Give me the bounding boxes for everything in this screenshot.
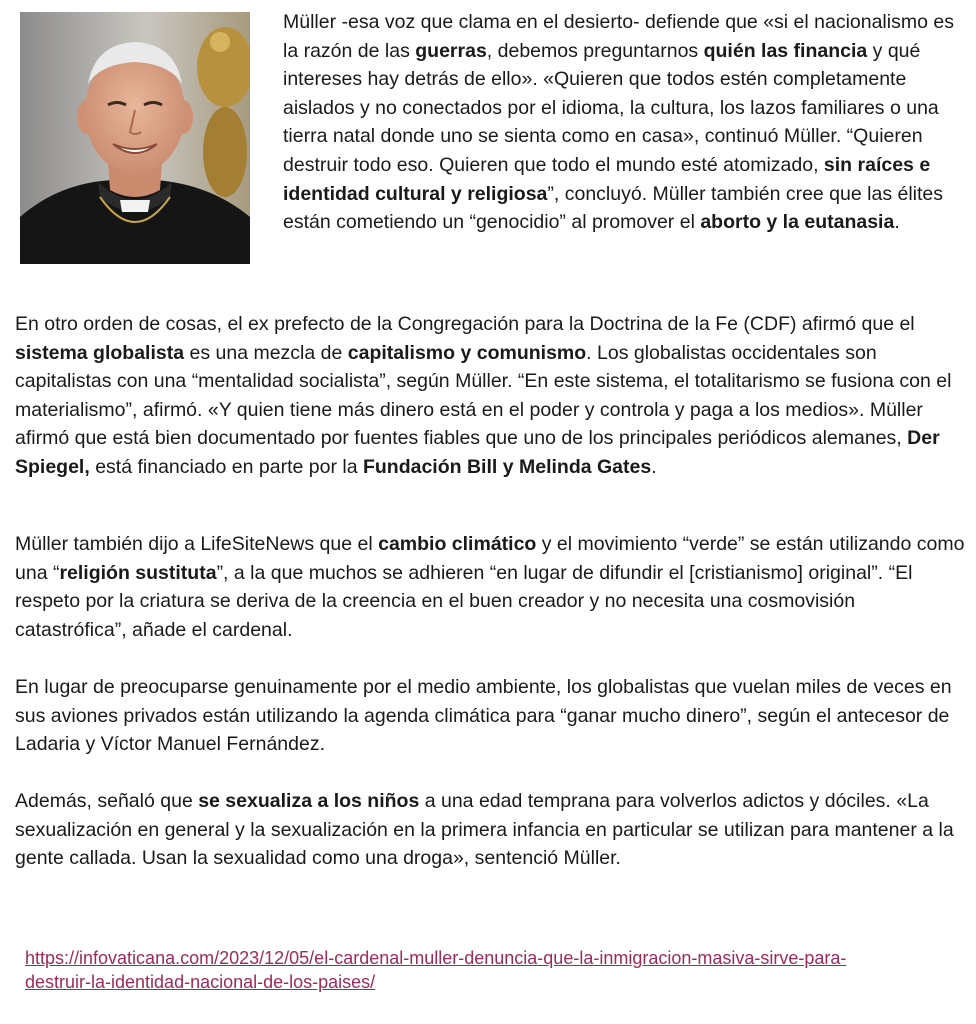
- text-run: ”, concluyó. Müller también cree que las élites están cometiendo un “genocidio” al promover el: [283, 182, 944, 234]
- text-run: Además, señaló que: [15, 790, 199, 812]
- text-run: está financiado en parte por la: [89, 455, 363, 478]
- text-run: , debemos preguntarnos: [486, 39, 704, 62]
- bold-phrase: sin raíces e identidad cultural y religiosa: [283, 153, 931, 205]
- text-run: En lugar de preocuparse genuinamente por el medio ambiente, los globalistas que vuelan miles de veces en sus aviones privados están utilizando la agenda climática para “ganar mucho dinero”, según el antecesor de Ladaria y Víctor Manuel Fernández.: [15, 676, 952, 756]
- cardinal-photo: [20, 12, 250, 264]
- bold-phrase: Der Spiegel,: [15, 427, 940, 478]
- paragraph-children: [15, 787, 965, 873]
- text-run: y qué intereses hay detrás de ello». «Quieren que todos estén completamente aislados y no conectados por el idioma, la cultura, los lazos familiares o una tierra natal donde uno se sienta como en casa», continuó Müller. “Quieren destruir todo eso. Quieren que todo el mundo esté atomizado,: [283, 39, 939, 176]
- text-run: . Los globalistas occidentales son capitalistas con una “mentalidad socialista”, según Müller. “En este sistema, el totalitarismo se fusiona con el materialismo”, afirmó. «Y quien tiene más dinero está en el poder y controla y paga a los medios». Müller afirmó que está bien documentado por fuentes fiables que uno de los principales periódicos alemanes,: [15, 341, 952, 450]
- paragraph-climate: [15, 530, 965, 644]
- text-run: En otro orden de cosas, el ex prefecto de la Congregación para la Doctrina de la Fe (CDF) afirmó que el: [15, 313, 915, 335]
- bold-phrase: se sexualiza a los niños: [198, 790, 420, 812]
- text-run: .: [651, 455, 657, 478]
- bold-phrase: Fundación Bill y Melinda Gates: [362, 455, 652, 478]
- bold-phrase: quién las financia: [703, 39, 868, 62]
- bold-phrase: capitalismo y comunismo: [347, 341, 587, 364]
- text-run: a una edad temprana para volverlos adictos y dóciles. «La sexualización en general y la sexualización en la primera infancia en particular se utilizan para mantener a la gente callada. Usan la sexualidad como una droga», sentenció Müller.: [15, 790, 954, 870]
- text-run: Müller también dijo a LifeSiteNews que el: [15, 533, 379, 555]
- paragraph-intro: [283, 8, 968, 237]
- source-link[interactable]: https://infovaticana.com/2023/12/05/el-cardenal-muller-denuncia-que-la-inmigracion-masiva-sirve-para-destruir-la-identidad-nacional-de-los-paises/: [25, 948, 847, 992]
- portrait-illustration: [20, 12, 250, 264]
- bold-phrase: guerras: [415, 39, 487, 62]
- text-run: ”, a la que muchos se adhieren “en lugar de difundir el [cristianismo] original”. “El respeto por la criatura se deriva de la creencia en el buen creador y no necesita una cosmovisión catastrófica”, añade el cardenal.: [15, 561, 913, 641]
- bold-phrase: religión sustituta: [59, 561, 217, 584]
- text-run: Müller -esa voz que clama en el desierto- defiende que «si el nacionalismo es la razón de las: [283, 11, 954, 62]
- bold-phrase: aborto y la eutanasia: [700, 211, 895, 234]
- paragraph-globalism: [15, 310, 965, 482]
- text-run: y el movimiento “verde” se están utilizando como una “: [15, 533, 965, 584]
- bold-phrase: cambio climático: [378, 533, 537, 555]
- text-run: .: [894, 211, 900, 234]
- paragraph-environment: [15, 673, 965, 759]
- text-run: es una mezcla de: [184, 341, 348, 364]
- bold-phrase: sistema globalista: [15, 341, 185, 364]
